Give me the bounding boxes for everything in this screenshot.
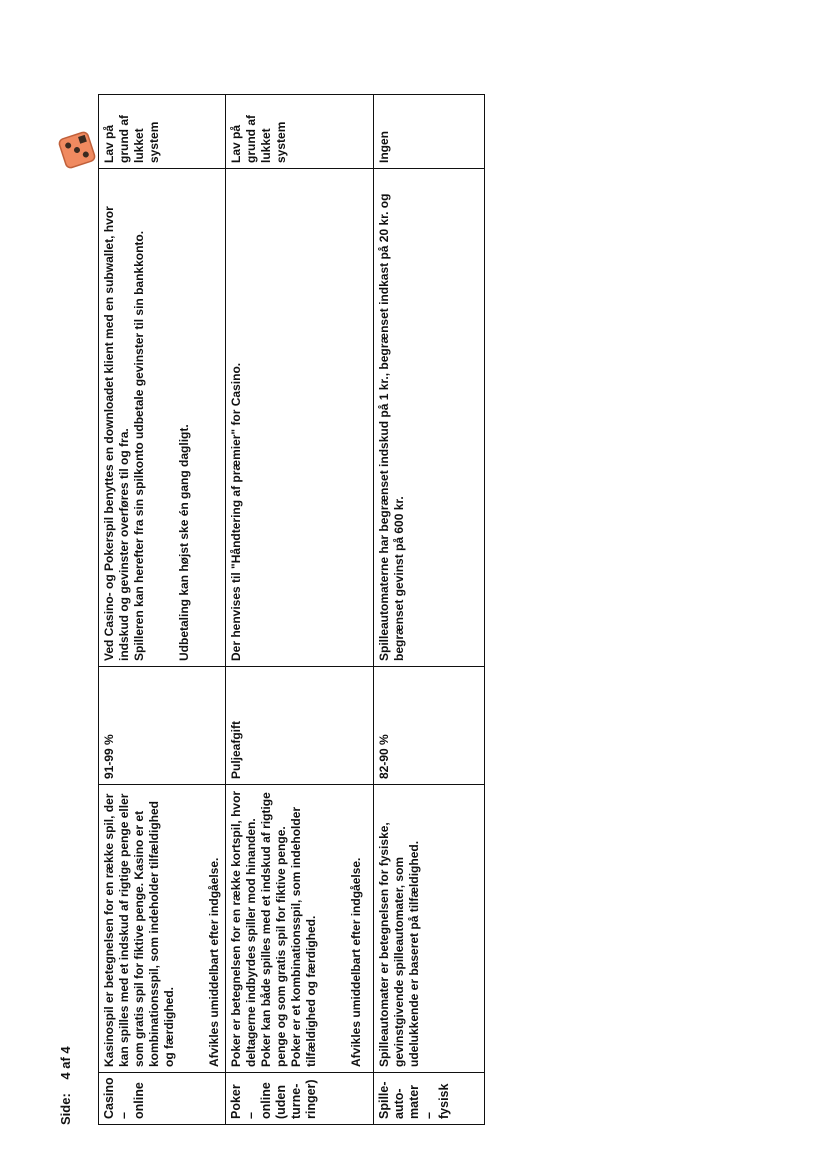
description-text: Afvikles umiddelbart efter indgåelse. [207, 857, 221, 1067]
table-row [99, 95, 226, 1125]
rotated-page-content [50, 95, 490, 1125]
payment-text: Spilleren kan herefter fra sin spilkonto udbetale gevinster til sin bankkonto. [132, 230, 146, 661]
page-indicator [58, 1046, 73, 1125]
payment-cell [99, 169, 226, 667]
category-cell: Poker – online (uden turne-ringer) [226, 1073, 374, 1125]
description-cell [99, 785, 226, 1073]
table-row [226, 95, 374, 1125]
page-number: 4 af 4 [58, 1046, 73, 1080]
payment-cell [226, 169, 374, 667]
description-cell [374, 785, 485, 1073]
description-text: Spilleautomater er betegnelsen for fysiske, gevinstgivende spilleautomater, som udelukkende er baseret på tilfældighed. [377, 822, 421, 1067]
payout-rate-cell: 91-99 % [99, 667, 226, 785]
description-text: Afvikles umiddelbart efter indgåelse. [349, 857, 363, 1067]
category-cell: Casino – online [99, 1073, 226, 1125]
description-text: Kasinospil er betegnelsen for en række spil, der kan spilles med et indskud af rigtige penge eller som gratis spil for fiktive penge. Kasino er et kombinationsspil, som indeholder tilfældighed og færdighed. [102, 793, 176, 1067]
side-label: Side: [58, 1093, 73, 1125]
table-row [374, 95, 485, 1125]
payout-rate-cell: Puljeafgift [226, 667, 374, 785]
category-cell: Spille-auto-mater – fysisk [374, 1073, 485, 1125]
payment-text: Ved Casino- og Pokerspil benyttes en downloadet klient med en subwallet, hvor indskud og gevinster overføres til og fra. [102, 206, 131, 661]
risk-cell: Ingen [374, 95, 485, 169]
payment-cell [374, 169, 485, 667]
game-info-table [98, 94, 485, 1125]
payout-rate-cell: 82-90 % [374, 667, 485, 785]
payment-text: Der henvises til "Håndtering af præmier" for Casino. [229, 362, 243, 661]
description-text: Poker er betegnelsen for en række kortspil, hvor deltagerne indbyrdes spiller mod hinanden. Poker kan både spilles med et indskud af rigtige penge og som gratis spil for fiktive penge. Poker er et kombinationsspil, som indeholder tilfældighed og færdighed. [229, 790, 318, 1067]
payment-text: Udbetaling kan højst ske én gang dagligt. [177, 424, 191, 661]
description-cell [226, 785, 374, 1073]
payment-text: Spilleautomaterne har begrænset indskud på 1 kr., begrænset indkast på 20 kr. og begrænset gevinst på 600 kr. [377, 193, 406, 661]
risk-cell: Lav på grund af lukket system [226, 95, 374, 169]
risk-cell: Lav på grund af lukket system [99, 95, 226, 169]
